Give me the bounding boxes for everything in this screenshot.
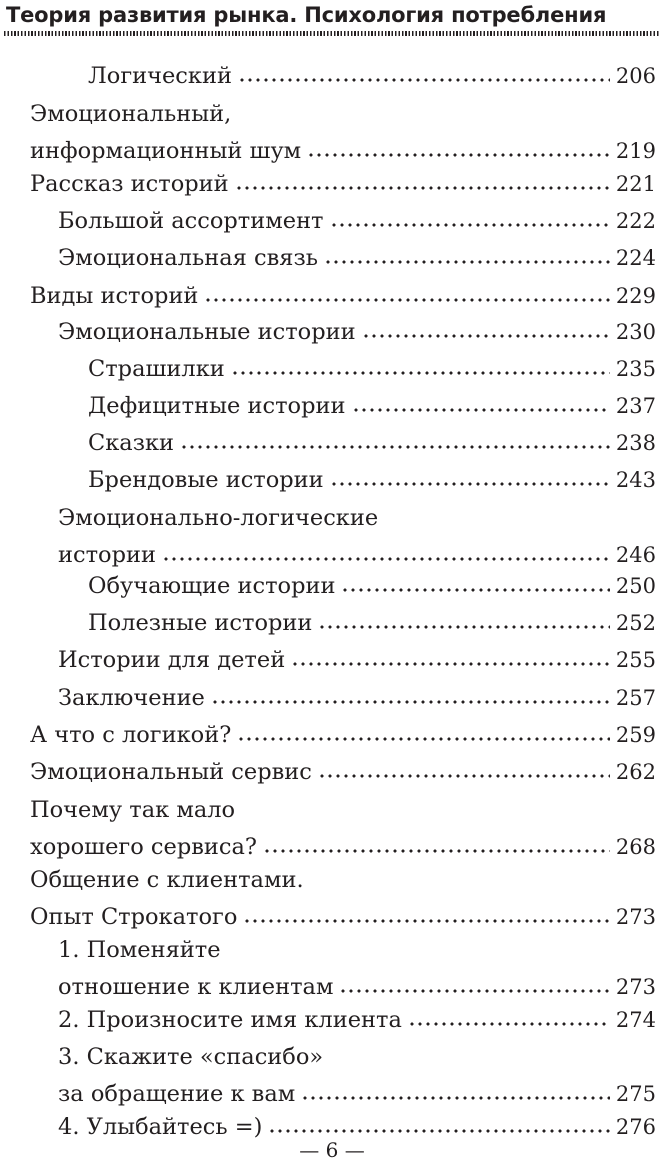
toc-entry-last-line [30,754,656,791]
toc-entry [88,605,656,642]
toc-entry-title-line: 3. Скажите «спасибо» [58,1044,324,1070]
toc-entry-last-line [30,899,656,936]
dot-leader [318,624,609,630]
toc-entry [30,96,656,170]
toc-entry [58,500,656,574]
toc-entry-last-line [88,568,656,605]
toc-entry [30,166,656,203]
toc-entry-title: Страшилки [88,356,225,382]
dot-leader [238,77,610,83]
toc-page-number: 235 [615,357,656,381]
dot-leader [211,699,610,705]
toc-entry-title: Сказки [88,430,175,456]
toc-entry-last-line [88,462,656,499]
toc-entry-title: за обращение к вам [58,1081,296,1107]
toc-entry-title: Истории для детей [58,647,286,673]
toc-entry-last-line [88,605,656,642]
dot-leader [231,370,610,376]
toc-entry-title-line: Эмоциональный, [30,101,232,127]
toc-page-number: 222 [615,209,656,233]
dot-leader [318,773,610,779]
toc-entry-last-line [88,351,656,388]
toc-entry-title: 2. Произносите имя клиента [58,1007,402,1033]
toc-page-number: 230 [615,320,656,344]
toc-page-number: 273 [615,975,656,999]
toc-entry [58,1039,656,1113]
toc-page-number: 238 [615,431,656,455]
dot-leader [237,736,610,742]
toc-entry-title: хорошего сервиса? [30,834,257,860]
toc-entry [58,240,656,277]
toc-page-number: 275 [615,1082,656,1106]
toc-entry-last-line [30,717,656,754]
toc-entry [88,351,656,388]
toc-entry-title: Большой ассортимент [58,208,324,234]
toc-entry-title: Дефицитные истории [88,393,346,419]
toc-page-number: 221 [615,172,656,196]
dot-leader [180,444,610,450]
toc-entry [30,717,656,754]
toc-entry-title: Полезные истории [88,610,313,636]
toc-entry-title: Логический [88,63,232,89]
toc-page-number: 257 [615,686,656,710]
toc-entry-title: Опыт Строкатого [30,904,238,930]
toc-page-number: 206 [615,64,656,88]
toc-entry-last-line [30,133,656,170]
toc-entry [30,862,656,936]
dot-leader [243,918,610,924]
toc-entry [88,388,656,425]
toc-entry-last-line [58,314,656,351]
toc-entry-last-line [58,642,656,679]
toc-page-number: 259 [615,723,656,747]
dot-leader [339,988,609,994]
dot-leader [162,556,610,562]
toc-page-number: 262 [615,760,656,784]
toc-entry-last-line [30,166,656,203]
running-header: Теория развития рынка. Психология потребления [6,3,607,27]
dot-leader [204,297,609,303]
toc-entry [58,314,656,351]
toc-page-number: 255 [615,648,656,672]
dot-leader [268,1128,609,1134]
toc-entry-title: А что с логикой? [30,722,232,748]
dot-leader [352,407,610,413]
dot-leader [341,587,609,593]
toc-page-number: 243 [615,468,656,492]
toc-page-number: 273 [615,905,656,929]
toc-entry [88,425,656,462]
toc-entry-last-line [30,278,656,315]
toc-page-number: 219 [615,139,656,163]
toc-entry-title: Рассказ историй [30,171,229,197]
toc-entry-title: отношение к клиентам [58,974,334,1000]
dot-leader [301,1095,610,1101]
toc-entry-title: Брендовые истории [88,467,324,493]
toc-entry [88,462,656,499]
toc-page-number: 224 [615,246,656,270]
toc-entry-title: Обучающие истории [88,573,336,599]
toc-entry-title-line: Эмоционально-логические [58,505,379,531]
toc-entry-title: Эмоциональные истории [58,319,356,345]
toc-entry [88,568,656,605]
toc-entry-title: информационный шум [30,138,302,164]
dot-leader [324,259,610,265]
dot-leader [408,1021,610,1027]
dot-leader [330,481,610,487]
toc-entry [58,1002,656,1039]
toc-entry [58,680,656,717]
toc-entry [30,792,656,866]
toc-entry [30,278,656,315]
toc-entry-last-line [30,829,656,866]
dot-leader [291,661,610,667]
toc-entry-last-line [88,388,656,425]
toc-entry-title-line: 1. Поменяйте [58,937,221,963]
toc-page-number: 237 [615,394,656,418]
toc-entry [88,58,656,95]
dot-leader [330,222,610,228]
toc-page-number: 268 [615,835,656,859]
toc-entry-last-line [58,680,656,717]
toc-page-number: 250 [615,574,656,598]
toc-entry-last-line [58,240,656,277]
toc-entry-title-line: Общение с клиентами. [30,867,304,893]
toc-page-number: 229 [615,284,656,308]
toc-entry-last-line [58,1002,656,1039]
dot-leader [307,152,610,158]
toc-entry [30,754,656,791]
toc-entry-last-line [88,425,656,462]
toc-entry-last-line [58,1076,656,1113]
toc-entry [58,932,656,1006]
toc-entry-title: Эмоциональный сервис [30,759,312,785]
dot-leader [362,333,610,339]
toc-page-number: 274 [615,1008,656,1032]
toc-entry-title: Заключение [58,685,205,711]
toc-page-number: 246 [615,543,656,567]
toc-page-number: 276 [615,1115,656,1139]
toc-entry-title-line: Почему так мало [30,797,236,823]
toc-entry-title: Виды историй [30,283,199,309]
toc-entry-last-line [58,969,656,1006]
toc-entry-title: истории [58,542,156,568]
toc-entry [58,203,656,240]
toc-page-number: 252 [615,611,656,635]
toc-entry-title: 4. Улыбайтесь =) [58,1114,263,1140]
dot-leader [235,185,610,191]
dot-leader [263,848,610,854]
toc-entry-title: Эмоциональная связь [58,245,318,271]
toc-entry [58,642,656,679]
page-folio: — 6 — [299,1138,365,1162]
toc-entry-last-line [58,203,656,240]
toc-entry-last-line [88,58,656,95]
